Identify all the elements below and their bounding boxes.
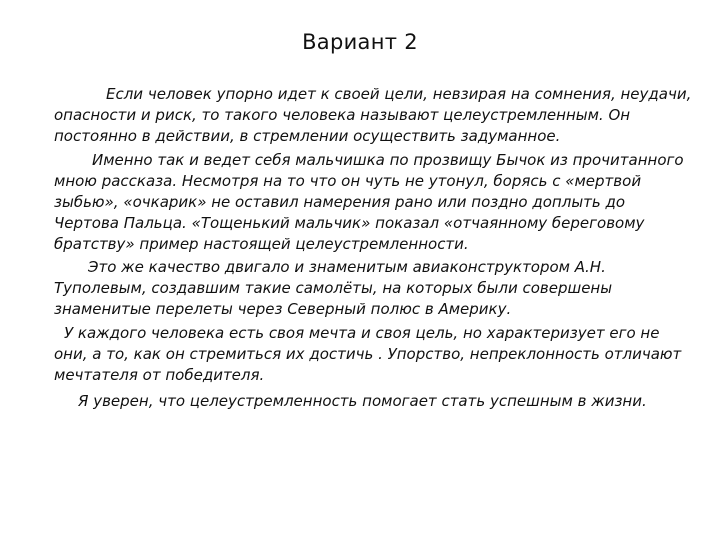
paragraph-example-literature: Именно так и ведет себя мальчишка по прозвищу Бычок из прочитанного мною рассказа. Несмотря на то что он чуть не утонул, борясь с «мертвой зыбью», «очкарик» не оставил намерения рано или поздно доплыть до Чертова Пальца. «Тощенький мальчик» показал «отчаянному береговому братству» пример настоящей целеустремленности. bbox=[54, 151, 684, 253]
paragraph-intro: Если человек упорно идет к своей цели, невзирая на сомнения, неудачи, опасности и риск, то такого человека называют целеустремленным. Он постоянно в действии, в стремлении осуществить задуманное. bbox=[54, 85, 692, 145]
paragraph-conclusion: Я уверен, что целеустремленность помогает стать успешным в жизни. bbox=[78, 392, 647, 410]
paragraph-argument: У каждого человека есть своя мечта и своя цель, но характеризует его не они, а то, как он стремиться их достичь . Упорство, непреклонность отличают мечтателя от победителя. bbox=[54, 324, 682, 384]
paragraph-example-history: Это же качество двигало и знаменитым авиаконструктором А.Н. Туполевым, создавшим такие самолёты, на которых были совершены знаменитые перелеты через Северный полюс в Америку. bbox=[54, 258, 613, 318]
slide-title: Вариант 2 bbox=[302, 30, 418, 54]
essay-body bbox=[54, 84, 694, 412]
